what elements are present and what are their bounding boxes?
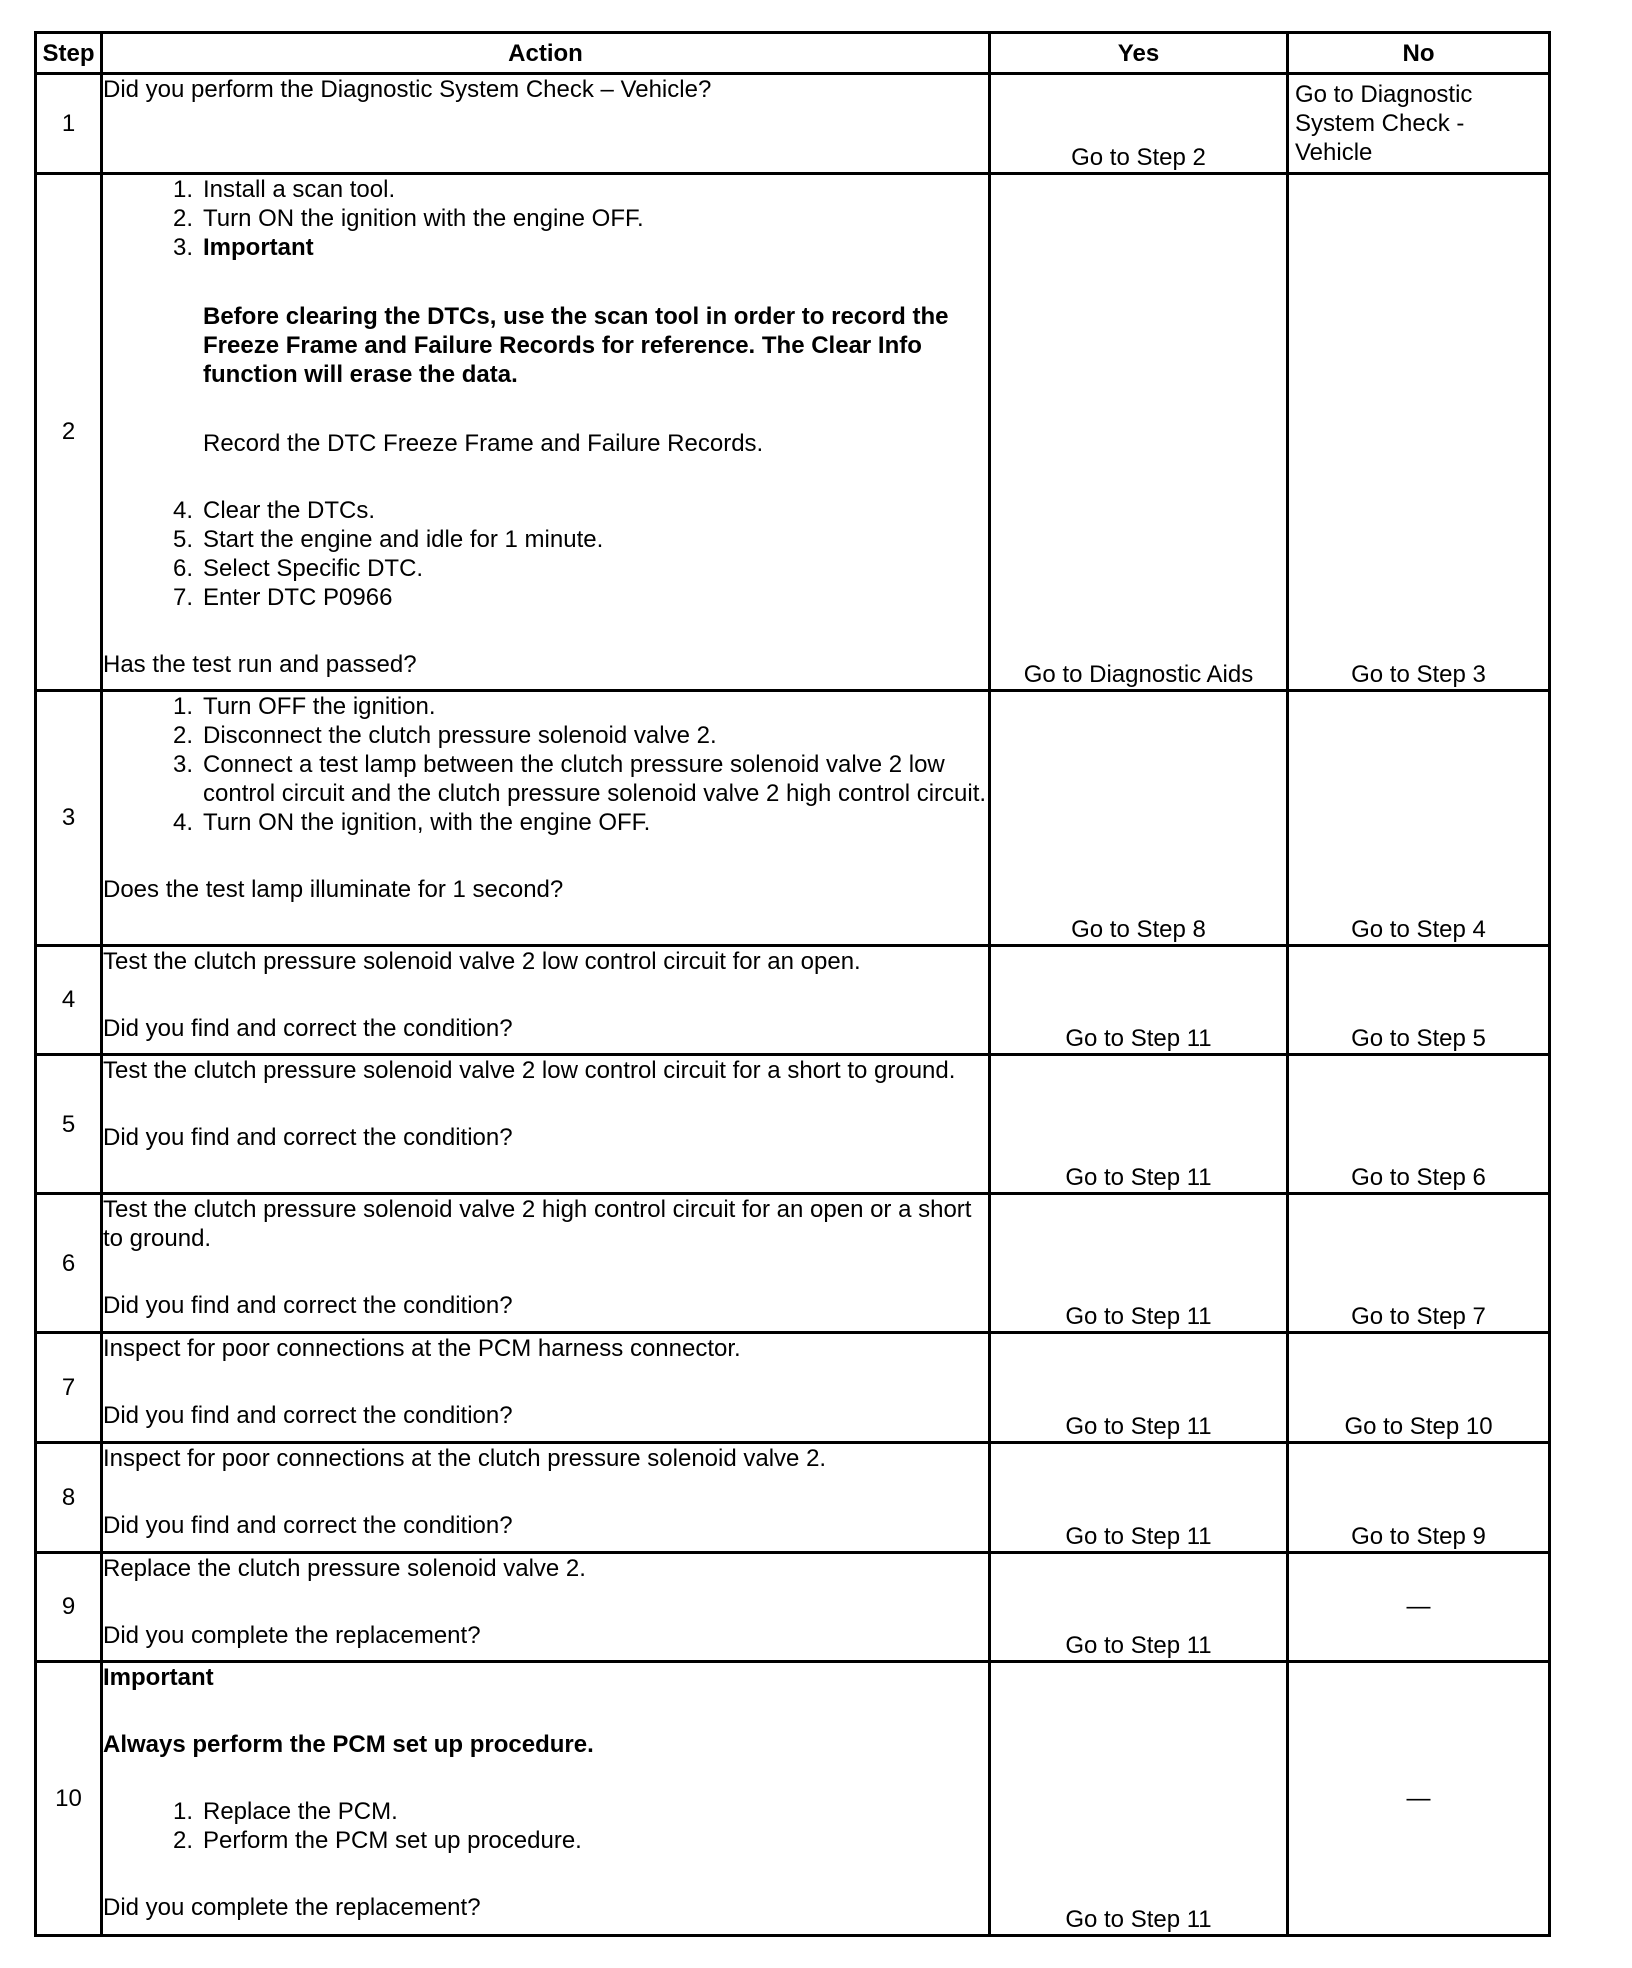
no-cell: Go to Step 6	[1288, 1055, 1550, 1194]
question-text: Did you find and correct the condition?	[103, 1511, 513, 1539]
no-cell: Go to Step 4	[1288, 690, 1550, 945]
no-cell: Go to Step 9	[1288, 1442, 1550, 1552]
no-cell: Go to Step 3	[1288, 173, 1550, 690]
step-number: 3	[36, 690, 102, 945]
list-text: Start the engine and idle for 1 minute.	[203, 525, 604, 553]
step-number: 10	[36, 1662, 102, 1936]
important-note: Before clearing the DTCs, use the scan tool in order to record the Freeze Frame and Failure Records for reference. The Clear Info function will erase the data.	[203, 302, 949, 388]
table-row	[36, 173, 1550, 690]
question-text: Did you find and correct the condition?	[103, 1014, 513, 1042]
list-item	[103, 175, 988, 204]
numbered-list	[103, 692, 988, 837]
yes-cell: Go to Step 11	[990, 945, 1288, 1055]
record-text: Record the DTC Freeze Frame and Failure Records.	[203, 429, 764, 457]
action-text: Inspect for poor connections at the PCM harness connector.	[103, 1335, 741, 1363]
header-row	[36, 33, 1550, 74]
list-number: 7 .	[103, 583, 203, 612]
list-number: 4 .	[103, 808, 203, 837]
no-cell: —	[1288, 1552, 1550, 1662]
yes-cell: Go to Diagnostic Aids	[990, 173, 1288, 690]
list-text: Select Specific DTC.	[203, 554, 424, 582]
yes-cell: Go to Step 11	[990, 1662, 1288, 1936]
action-cell	[102, 1194, 990, 1333]
yes-cell: Go to Step 11	[990, 1552, 1288, 1662]
list-item	[103, 554, 988, 583]
table-row	[36, 1333, 1550, 1443]
list-item	[103, 721, 988, 750]
action-cell	[102, 1442, 990, 1552]
action-cell	[102, 1333, 990, 1443]
action-text: Inspect for poor connections at the clutch pressure solenoid valve 2.	[103, 1444, 827, 1472]
question-text: Does the test lamp illuminate for 1 second?	[103, 875, 564, 903]
action-cell	[102, 74, 990, 174]
list-number: 3 .	[103, 233, 203, 262]
header-step: Step	[36, 33, 102, 74]
list-number: 2 .	[103, 204, 203, 233]
yes-cell: Go to Step 8	[990, 690, 1288, 945]
list-text: Disconnect the clutch pressure solenoid valve 2.	[203, 721, 717, 749]
list-item	[103, 808, 988, 837]
step-number: 5	[36, 1055, 102, 1194]
table-row	[36, 1552, 1550, 1662]
question-text: Did you find and correct the condition?	[103, 1124, 513, 1152]
question-text: Has the test run and passed?	[103, 650, 417, 678]
step-number: 4	[36, 945, 102, 1055]
list-number: 3 .	[103, 750, 203, 808]
no-cell: Go to Diagnostic System Check - Vehicle	[1288, 74, 1550, 174]
list-item	[103, 750, 988, 808]
yes-cell: Go to Step 11	[990, 1194, 1288, 1333]
list-item	[103, 1826, 988, 1855]
action-cell	[102, 173, 990, 690]
list-number: 2 .	[103, 1826, 203, 1855]
action-cell	[102, 945, 990, 1055]
important-label: Important	[103, 1664, 214, 1692]
header-yes: Yes	[990, 33, 1288, 74]
list-text: Perform the PCM set up procedure.	[203, 1827, 582, 1855]
no-cell: —	[1288, 1662, 1550, 1936]
action-text: Did you perform the Diagnostic System Check – Vehicle?	[103, 76, 712, 103]
step-number: 6	[36, 1194, 102, 1333]
question-text: Did you complete the replacement?	[103, 1894, 481, 1922]
list-number: 4 .	[103, 496, 203, 525]
question-text: Did you complete the replacement?	[103, 1621, 481, 1649]
table-row	[36, 690, 1550, 945]
list-text: Install a scan tool.	[203, 175, 396, 203]
list-number: 1 .	[103, 1797, 203, 1826]
action-cell	[102, 1662, 990, 1936]
list-text: Clear the DTCs.	[203, 496, 376, 524]
yes-cell: Go to Step 11	[990, 1442, 1288, 1552]
step-number: 8	[36, 1442, 102, 1552]
no-cell: Go to Step 10	[1288, 1333, 1550, 1443]
list-item	[103, 204, 988, 233]
table-row	[36, 945, 1550, 1055]
list-number: 1 .	[103, 175, 203, 204]
list-text: Turn OFF the ignition.	[203, 692, 436, 720]
list-item	[103, 692, 988, 721]
list-text: Connect a test lamp between the clutch pressure solenoid valve 2 low control circuit and the clutch pressure solenoid valve 2 high control circuit.	[203, 750, 987, 807]
header-no: No	[1288, 33, 1550, 74]
question-text: Did you find and correct the condition?	[103, 1292, 513, 1320]
table-row	[36, 1442, 1550, 1552]
table-row	[36, 1194, 1550, 1333]
list-number: 1 .	[103, 692, 203, 721]
action-cell	[102, 1055, 990, 1194]
list-item	[103, 1797, 988, 1826]
numbered-list	[103, 175, 988, 262]
step-number: 2	[36, 173, 102, 690]
important-label: Important	[203, 233, 314, 261]
list-text: Turn ON the ignition, with the engine OFF.	[203, 808, 651, 836]
no-cell: Go to Step 5	[1288, 945, 1550, 1055]
step-number: 1	[36, 74, 102, 174]
table-row	[36, 1662, 1550, 1936]
numbered-list	[103, 1797, 988, 1855]
list-item	[103, 233, 988, 262]
list-item	[103, 583, 988, 612]
list-number: 6 .	[103, 554, 203, 583]
yes-cell: Go to Step 2	[990, 74, 1288, 174]
yes-cell: Go to Step 11	[990, 1055, 1288, 1194]
list-number: 2 .	[103, 721, 203, 750]
list-text: Turn ON the ignition with the engine OFF.	[203, 204, 644, 232]
diagnostic-table	[34, 31, 1551, 1937]
no-cell: Go to Step 7	[1288, 1194, 1550, 1333]
yes-cell: Go to Step 11	[990, 1333, 1288, 1443]
header-action: Action	[102, 33, 990, 74]
action-text: Test the clutch pressure solenoid valve 2 low control circuit for an open.	[103, 947, 861, 975]
list-text: Enter DTC P0966	[203, 583, 393, 611]
action-text: Replace the clutch pressure solenoid valve 2.	[103, 1554, 586, 1582]
important-note: Always perform the PCM set up procedure.	[103, 1731, 594, 1759]
action-cell	[102, 690, 990, 945]
action-text: Test the clutch pressure solenoid valve 2 high control circuit for an open or a short to ground.	[103, 1196, 972, 1253]
step-number: 7	[36, 1333, 102, 1443]
step-number: 9	[36, 1552, 102, 1662]
list-item	[103, 525, 988, 554]
action-cell	[102, 1552, 990, 1662]
numbered-list	[103, 496, 988, 612]
question-text: Did you find and correct the condition?	[103, 1402, 513, 1430]
table-row	[36, 1055, 1550, 1194]
list-number: 5 .	[103, 525, 203, 554]
list-text: Replace the PCM.	[203, 1798, 398, 1826]
action-text: Test the clutch pressure solenoid valve 2 low control circuit for a short to ground.	[103, 1057, 956, 1085]
table-row	[36, 74, 1550, 174]
list-item	[103, 496, 988, 525]
